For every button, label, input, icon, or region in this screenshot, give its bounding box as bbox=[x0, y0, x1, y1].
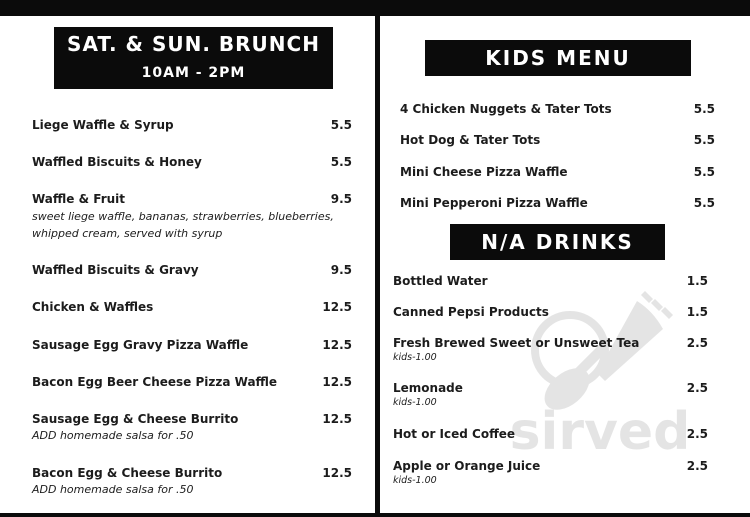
item-name: Waffle & Fruit bbox=[32, 192, 125, 206]
item-price: 5.5 bbox=[330, 118, 352, 132]
brunch-panel bbox=[0, 16, 375, 513]
item-price: 2.5 bbox=[686, 459, 708, 473]
item-name: Mini Cheese Pizza Waffle bbox=[400, 165, 568, 179]
item-name: Bacon Egg Beer Cheese Pizza Waffle bbox=[32, 375, 278, 389]
item-name: Hot Dog & Tater Tots bbox=[400, 133, 541, 147]
item-price: 12.5 bbox=[322, 300, 352, 314]
item-name: Canned Pepsi Products bbox=[393, 305, 549, 319]
item-price: 9.5 bbox=[330, 263, 352, 277]
item-name: 4 Chicken Nuggets & Tater Tots bbox=[400, 102, 612, 116]
item-price: 12.5 bbox=[322, 338, 352, 352]
item-price: 2.5 bbox=[686, 427, 708, 441]
item-name: Liege Waffle & Syrup bbox=[32, 118, 174, 132]
item-name: Hot or Iced Coffee bbox=[393, 427, 516, 441]
kids-drinks-panel bbox=[380, 16, 750, 513]
item-name: Sausage Egg & Cheese Burrito bbox=[32, 412, 239, 426]
kids-menu-header: KIDS MENU bbox=[425, 40, 691, 76]
item-name: Waffled Biscuits & Gravy bbox=[32, 263, 199, 277]
item-name: Lemonade bbox=[393, 381, 463, 395]
brunch-hours: 10AM - 2PM bbox=[141, 65, 246, 81]
watermark-text: sirved bbox=[509, 402, 691, 462]
item-description: whipped cream, served with syrup bbox=[32, 227, 223, 240]
item-price: 12.5 bbox=[322, 466, 352, 480]
item-price: 12.5 bbox=[322, 375, 352, 389]
item-price: 5.5 bbox=[693, 196, 715, 210]
item-price: 1.5 bbox=[686, 305, 708, 319]
item-price: 2.5 bbox=[686, 336, 708, 350]
item-price: 5.5 bbox=[330, 155, 352, 169]
item-name: Apple or Orange Juice bbox=[393, 459, 541, 473]
brunch-title: SAT. & SUN. BRUNCH bbox=[67, 32, 320, 56]
item-price: 9.5 bbox=[330, 192, 352, 206]
item-note: kids-1.00 bbox=[393, 397, 437, 408]
item-note: kids-1.00 bbox=[393, 475, 437, 486]
item-name: Chicken & Waffles bbox=[32, 300, 154, 314]
bottom-border bbox=[0, 513, 750, 517]
na-drinks-header: N/A DRINKS bbox=[450, 224, 665, 260]
item-description: sweet liege waffle, bananas, strawberries, blueberries, bbox=[32, 210, 334, 223]
item-price: 12.5 bbox=[322, 412, 352, 426]
item-price: 1.5 bbox=[686, 274, 708, 288]
item-name: Fresh Brewed Sweet or Unsweet Tea bbox=[393, 336, 640, 350]
item-price: 5.5 bbox=[693, 133, 715, 147]
item-description: ADD homemade salsa for .50 bbox=[32, 429, 194, 442]
item-name: Sausage Egg Gravy Pizza Waffle bbox=[32, 338, 249, 352]
item-price: 5.5 bbox=[693, 102, 715, 116]
item-name: Waffled Biscuits & Honey bbox=[32, 155, 202, 169]
item-name: Bacon Egg & Cheese Burrito bbox=[32, 466, 223, 480]
item-name: Mini Pepperoni Pizza Waffle bbox=[400, 196, 588, 210]
item-note: kids-1.00 bbox=[393, 352, 437, 363]
brunch-header bbox=[54, 27, 333, 89]
item-description: ADD homemade salsa for .50 bbox=[32, 483, 194, 496]
item-price: 2.5 bbox=[686, 381, 708, 395]
item-name: Bottled Water bbox=[393, 274, 488, 288]
item-price: 5.5 bbox=[693, 165, 715, 179]
